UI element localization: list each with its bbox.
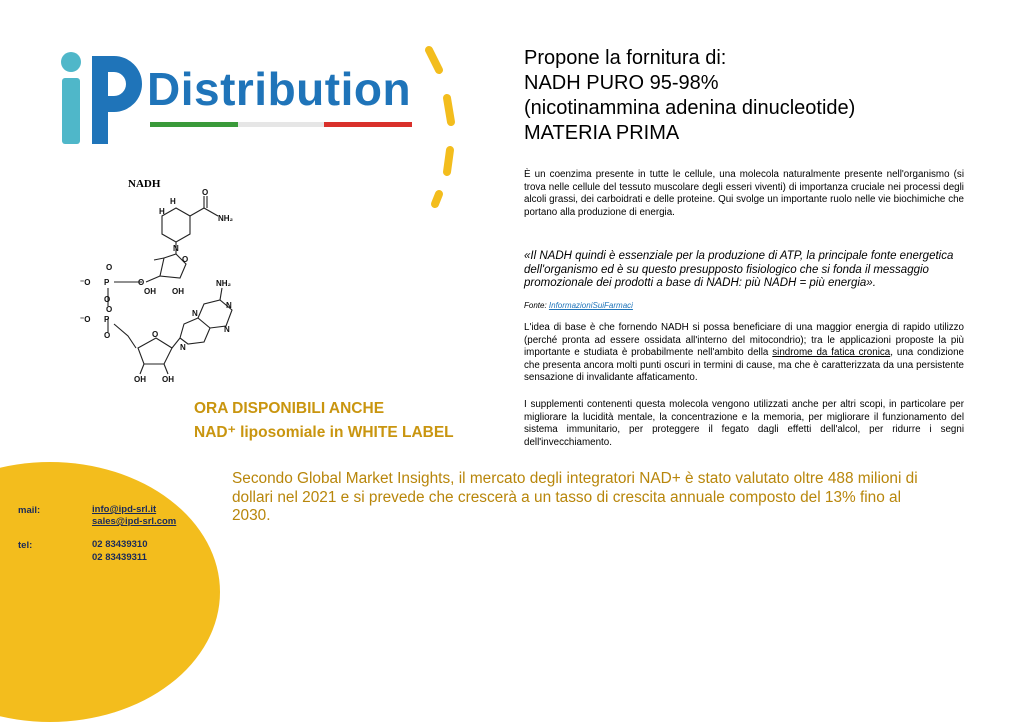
mail-label: mail: (18, 505, 41, 516)
quote-paragraph: «Il NADH quindi è essenziale per la produzione di ATP, la principale fonte energetica dell'organismo ed è su questo presupposto fisiologico che si fonda il messaggio promozionale dei prodotti a base di NADH: più NADH = più energia». (524, 250, 954, 290)
phone-number: 02 83439310 (92, 539, 148, 550)
structure-label: N (192, 309, 198, 318)
availability-notice (194, 397, 454, 445)
structure-label: P (104, 278, 110, 287)
supplements-paragraph: I supplementi contenenti questa molecola vengono utilizzati anche per altri scopi, in particolare per migliorare la lucidità mentale, la concentrazione e la memoria, per migliorare il funzionamento del sistema immunitario, per proteggere il fegato dagli effetti dell'alcol, per ridurre i segni dell'invecchiamento. (524, 399, 964, 448)
structure-label: O (106, 305, 113, 314)
decorative-arc-dashes (395, 40, 465, 210)
structure-label: ⁻O (80, 278, 91, 287)
structure-label: N (173, 244, 179, 253)
logo-wordmark: Distribution (147, 63, 412, 115)
availability-line: NAD⁺ liposomiale in WHITE LABEL (194, 424, 454, 441)
idea-text-b: , una condizione che presenta ancora molti punti oscuri in termini di cause, ma che è caratterizzata da una persistente sensazione di invalidante affaticamento. (524, 347, 964, 384)
structure-label: N (226, 301, 232, 310)
structure-label: OH (162, 375, 174, 384)
structure-label: NH₂ (218, 214, 234, 223)
source-label: Fonte: (524, 301, 549, 310)
offer-heading (524, 46, 964, 146)
decorative-corner (0, 462, 220, 722)
structure-label: N (224, 325, 230, 334)
idea-paragraph (524, 322, 964, 385)
heading-line: (nicotinammina adenina dinucleotide) (524, 97, 856, 119)
structure-label: O (182, 255, 189, 264)
heading-line: Propone la fornitura di: (524, 47, 727, 69)
heading-line: NADH PURO 95-98% (524, 72, 719, 94)
phone-number: 02 83439311 (92, 552, 147, 563)
structure-label: O (138, 278, 145, 287)
structure-title: NADH (128, 178, 161, 190)
structure-label: H (159, 207, 165, 216)
structure-label: O (104, 295, 111, 304)
structure-label: O (202, 188, 209, 197)
source-link[interactable]: InformazioniSuiFarmaci (548, 301, 633, 310)
email-link-info[interactable]: info@ipd-srl.it (92, 504, 157, 515)
structure-label: N (180, 343, 186, 352)
ipd-logo-mark (58, 48, 148, 148)
structure-label: ⁻O (80, 315, 91, 324)
idea-text-a: L'idea di base è che fornendo NADH si possa beneficiare di una maggior energia di rapido utilizzo (perché pronta ad essere ossidata all'interno del mitocondrio); tra le applicazioni proposte la più importante e studiata è probabilmente nell'ambito della (524, 322, 964, 359)
structure-label: O (104, 331, 111, 340)
quote-source (524, 301, 633, 310)
structure-label: OH (144, 287, 156, 296)
nadh-structure-diagram (76, 188, 266, 388)
structure-label: H (170, 197, 176, 206)
structure-label: O (106, 263, 113, 272)
email-link-sales[interactable]: sales@ipd-srl.com (92, 516, 177, 527)
structure-label: OH (172, 287, 184, 296)
italian-flag-stripe (150, 122, 412, 127)
tel-label: tel: (18, 540, 33, 551)
intro-paragraph: È un coenzima presente in tutte le cellule, una molecola naturalmente presente nell'organismo (si trova nelle cellule del tessuto muscolare degli esseri viventi) di importanza cruciale nei processi degli alcoli grassi, dei carboidrati e delle proteine. Qui svolge un importante ruolo nelle vie biochimiche che portano alla produzione di energia. (524, 169, 964, 218)
syndrome-link[interactable]: sindrome da fatica cronica (772, 347, 891, 359)
heading-line: MATERIA PRIMA (524, 122, 680, 144)
structure-label: P (104, 315, 110, 324)
structure-label: NH₂ (216, 279, 232, 288)
market-insights-text: Secondo Global Market Insights, il mercato degli integratori NAD+ è stato valutato oltre 488 milioni di dollari nel 2021 e si prevede che crescerà a un tasso di crescita annuale composto del 13% fino al 2030. (232, 470, 918, 524)
availability-line: ORA DISPONIBILI ANCHE (194, 400, 385, 417)
structure-label: OH (134, 375, 146, 384)
structure-label: O (152, 330, 159, 339)
